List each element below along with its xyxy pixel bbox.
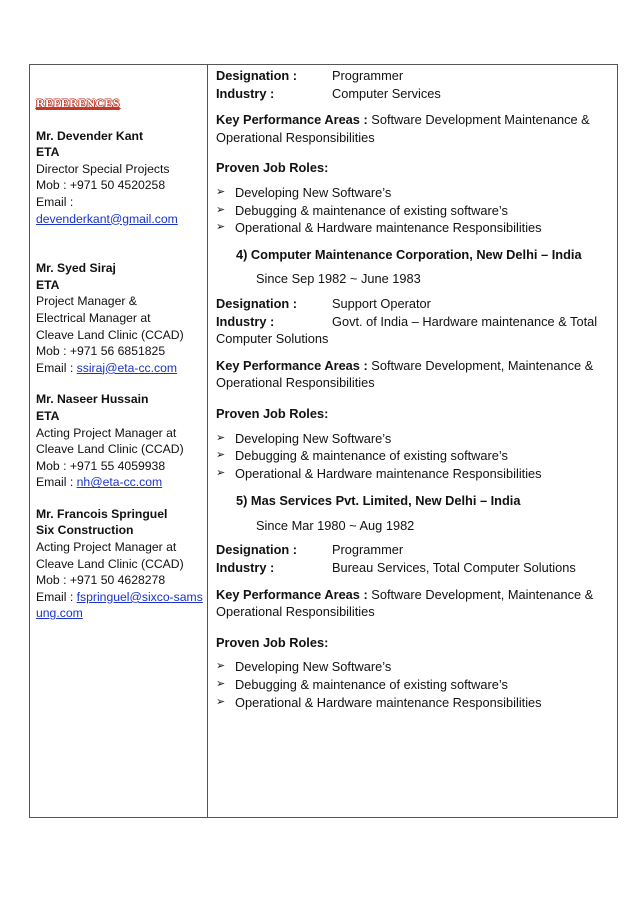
arrow-bullet-icon: ➢ bbox=[216, 431, 226, 444]
list-item: ➢ Debugging & maintenance of existing software’s bbox=[216, 202, 508, 218]
roles-heading: Proven Job Roles: bbox=[216, 634, 329, 650]
reference-4 bbox=[36, 506, 204, 622]
list-item: ➢ Developing New Software’s bbox=[216, 184, 392, 200]
roles-heading: Proven Job Roles: bbox=[216, 160, 329, 176]
kpa-value: Software Development, Maintenance & Operational Responsibilities bbox=[216, 357, 594, 391]
reference-role: Cleave Land Clinic (CCAD) bbox=[36, 327, 184, 342]
arrow-bullet-icon: ➢ bbox=[216, 466, 226, 479]
arrow-bullet-icon: ➢ bbox=[216, 449, 226, 462]
roles-list bbox=[216, 430, 614, 483]
designation-label: Designation : bbox=[216, 68, 298, 83]
roles-list bbox=[216, 184, 614, 237]
reference-2 bbox=[36, 260, 204, 376]
company-heading: 4) Computer Maintenance Corporation, New Delhi – India bbox=[236, 246, 582, 262]
references-column bbox=[36, 95, 204, 637]
arrow-bullet-icon: ➢ bbox=[216, 221, 226, 234]
list-item: ➢ Debugging & maintenance of existing software’s bbox=[216, 677, 508, 693]
industry-value: Bureau Services, Total Computer Solutions bbox=[332, 560, 576, 576]
list-item: ➢ Developing New Software’s bbox=[216, 659, 392, 675]
list-item: ➢ Debugging & maintenance of existing software’s bbox=[216, 448, 508, 464]
employment-period: Since Sep 1982 ~ June 1983 bbox=[256, 271, 421, 287]
reference-email-label: Email : bbox=[36, 475, 77, 490]
reference-mobile: Mob : +971 56 6851825 bbox=[36, 344, 166, 359]
kpa-label: Key Performance Areas : bbox=[216, 357, 372, 373]
arrow-bullet-icon: ➢ bbox=[216, 695, 226, 708]
industry-value: Govt. of India – Hardware maintenance & Total Computer Solutions bbox=[216, 313, 598, 347]
employment-period: Since Mar 1980 ~ Aug 1982 bbox=[256, 517, 415, 533]
designation-value: Programmer bbox=[332, 68, 404, 83]
reference-org: Six Construction bbox=[36, 523, 134, 538]
reference-email-link[interactable]: nh@eta-cc.com bbox=[76, 475, 163, 490]
reference-role: Acting Project Manager at bbox=[36, 425, 177, 440]
designation-label: Designation : bbox=[216, 542, 298, 558]
reference-mobile: Mob : +971 50 4628278 bbox=[36, 573, 166, 588]
reference-role: Cleave Land Clinic (CCAD) bbox=[36, 442, 184, 457]
references-heading: REFERENCES bbox=[36, 96, 120, 110]
designation-value: Programmer bbox=[332, 542, 404, 558]
reference-email-label: Email : bbox=[36, 360, 77, 375]
reference-1 bbox=[36, 128, 204, 228]
reference-email-label: Email : bbox=[36, 589, 77, 604]
reference-org: ETA bbox=[36, 408, 60, 423]
reference-org: ETA bbox=[36, 277, 60, 292]
designation-row bbox=[216, 541, 614, 559]
reference-name: Mr. Devender Kant bbox=[36, 128, 144, 143]
roles-heading: Proven Job Roles: bbox=[216, 405, 329, 421]
reference-3 bbox=[36, 391, 204, 491]
kpa-paragraph bbox=[216, 586, 614, 621]
industry-label: Industry : bbox=[216, 313, 275, 329]
reference-name: Mr. Syed Siraj bbox=[36, 261, 116, 276]
reference-email-link[interactable]: ssiraj@eta-cc.com bbox=[76, 360, 178, 375]
kpa-paragraph bbox=[216, 111, 614, 146]
industry-label: Industry : bbox=[216, 560, 275, 576]
reference-role: Director Special Projects bbox=[36, 161, 170, 176]
experience-column bbox=[216, 67, 614, 711]
arrow-bullet-icon: ➢ bbox=[216, 203, 226, 216]
reference-mobile: Mob : +971 50 4520258 bbox=[36, 178, 166, 193]
reference-name: Mr. Francois Springuel bbox=[36, 506, 168, 521]
reference-role: Project Manager & bbox=[36, 294, 137, 309]
designation-row bbox=[216, 295, 614, 313]
reference-mobile: Mob : +971 55 4059938 bbox=[36, 458, 166, 473]
arrow-bullet-icon: ➢ bbox=[216, 660, 226, 673]
reference-role: Electrical Manager at bbox=[36, 310, 151, 325]
industry-row bbox=[216, 559, 614, 577]
reference-name: Mr. Naseer Hussain bbox=[36, 392, 149, 407]
arrow-bullet-icon: ➢ bbox=[216, 678, 226, 691]
kpa-value: Software Development, Maintenance & Operational Responsibilities bbox=[216, 586, 594, 620]
industry-row bbox=[216, 313, 614, 348]
list-item: ➢ Developing New Software’s bbox=[216, 430, 392, 446]
industry-value: Computer Services bbox=[332, 85, 441, 101]
arrow-bullet-icon: ➢ bbox=[216, 185, 226, 198]
resume-frame bbox=[29, 64, 618, 818]
list-item: ➢ Operational & Hardware maintenance Responsibilities bbox=[216, 465, 542, 481]
kpa-value: Software Development Maintenance & Operational Responsibilities bbox=[216, 112, 590, 145]
designation-value: Support Operator bbox=[332, 295, 431, 311]
kpa-paragraph bbox=[216, 357, 614, 392]
reference-role: Acting Project Manager at bbox=[36, 540, 177, 555]
designation-label: Designation : bbox=[216, 295, 298, 311]
industry-label: Industry : bbox=[216, 85, 275, 101]
company-heading: 5) Mas Services Pvt. Limited, New Delhi – India bbox=[236, 493, 521, 509]
list-item: ➢ Operational & Hardware maintenance Responsibilities bbox=[216, 694, 542, 710]
kpa-label: Key Performance Areas : bbox=[216, 586, 372, 602]
reference-email-link[interactable]: devenderkant@gmail.com bbox=[36, 211, 178, 226]
industry-row bbox=[216, 85, 614, 103]
list-item: ➢ Operational & Hardware maintenance Responsibilities bbox=[216, 220, 542, 236]
reference-org: ETA bbox=[36, 145, 60, 160]
reference-email-link[interactable]: fspringuel@sixco-samsung.com bbox=[36, 589, 203, 621]
roles-list bbox=[216, 658, 614, 711]
designation-row bbox=[216, 67, 614, 85]
kpa-label: Key Performance Areas : bbox=[216, 112, 372, 128]
reference-role: Cleave Land Clinic (CCAD) bbox=[36, 556, 184, 571]
reference-email-label: Email : bbox=[36, 194, 74, 209]
column-divider bbox=[207, 65, 208, 817]
